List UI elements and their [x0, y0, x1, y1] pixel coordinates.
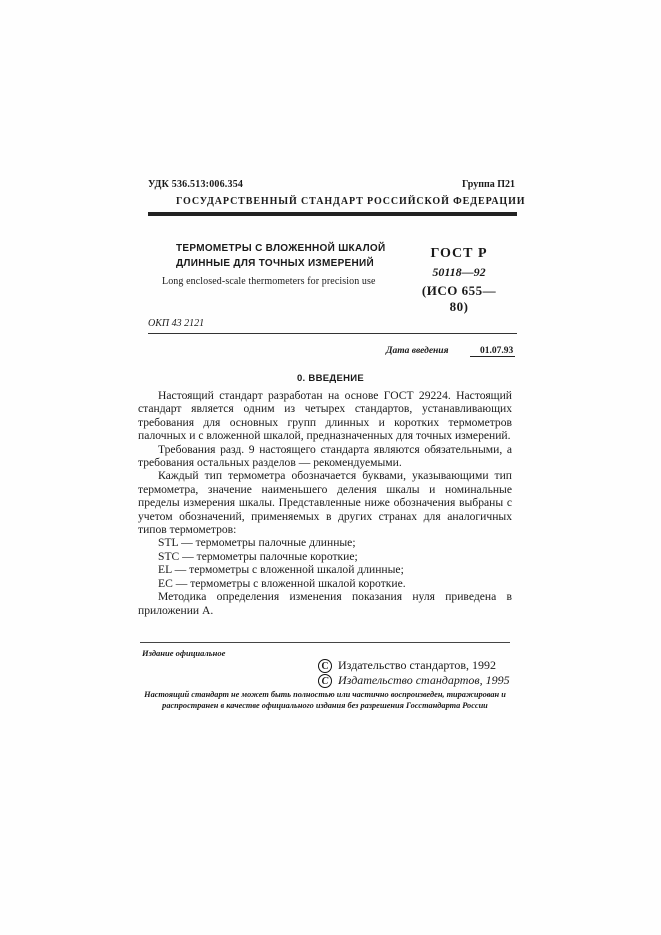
list-item-stl: STL — термометры палочные длинные; [158, 536, 356, 550]
english-title: Long enclosed-scale thermometers for precision use [162, 276, 376, 287]
section-title: 0. ВВЕДЕНИЕ [296, 373, 365, 384]
gost-designation [414, 246, 504, 315]
state-standard-heading: ГОСУДАРСТВЕННЫЙ СТАНДАРТ РОССИЙСКОЙ ФЕДЕРАЦИИ [176, 196, 526, 207]
body-text [138, 389, 512, 617]
gost-label: ГОСТ Р [430, 246, 488, 261]
udk-code: УДК 536.513:006.354 [148, 179, 244, 190]
paragraph-4: Методика определения изменения показания нуля приведена в приложении А. [138, 590, 512, 617]
iso-number: (ИСО 655—80) [421, 283, 497, 314]
paragraph-2: Требования разд. 9 настоящего стандарта являются обязательными, а требования остальных разделов — рекомендуемыми. [138, 442, 512, 470]
list-item-el: EL — термометры с вложенной шкалой длинные; [158, 563, 404, 577]
paragraph-3: Каждый тип термометра обозначается буквами, указывающими тип термометра, значение наименьшего деления шкалы и номинальные пределы измерения шкалы. Представленные ниже обозначения выбраны с учетом обозначений, применяемых в других странах для аналогичных типов термометров: [138, 469, 512, 537]
copyright-1995-text: Издательство стандартов, 1995 [338, 673, 510, 687]
header-divider [148, 212, 517, 216]
official-edition-label: Издание официальное [142, 648, 226, 658]
okp-divider [148, 333, 517, 334]
copyright-1992 [318, 658, 496, 673]
okp-code: ОКП 43 2121 [148, 318, 205, 329]
copyright-1995 [318, 673, 510, 688]
footer-divider [140, 642, 510, 643]
intro-date-label: Дата введения [386, 346, 449, 356]
list-item-stc: STC — термометры палочные короткие; [158, 549, 358, 563]
copyright-icon: С [318, 659, 332, 673]
paragraph-1: Настоящий стандарт разработан на основе ГОСТ 29224. Настоящий стандарт является одним из четырех стандартов, устанавливающих требования для основных групп длинных и коротких термометров палочных и с вложенной шкалой, предназначенных для точных измерений. [138, 389, 512, 443]
copyright-1992-text: Издательство стандартов, 1992 [338, 658, 496, 672]
intro-date-value: 01.07.93 [470, 346, 515, 357]
group-code: Группа П21 [462, 179, 515, 190]
list-item-ec: EC — термометры с вложенной шкалой короткие. [158, 576, 406, 590]
title-line-1: ТЕРМОМЕТРЫ С ВЛОЖЕННОЙ ШКАЛОЙ [176, 243, 386, 254]
copyright-icon: С [318, 674, 332, 688]
title-line-2: ДЛИННЫЕ ДЛЯ ТОЧНЫХ ИЗМЕРЕНИЙ [176, 258, 375, 269]
reproduction-notice: Настоящий стандарт не может быть полностью или частично воспроизведен, тиражирован и распространен в качестве официального издания без разрешения Госстандарта России [144, 690, 506, 710]
gost-number: 50118—92 [432, 265, 486, 279]
